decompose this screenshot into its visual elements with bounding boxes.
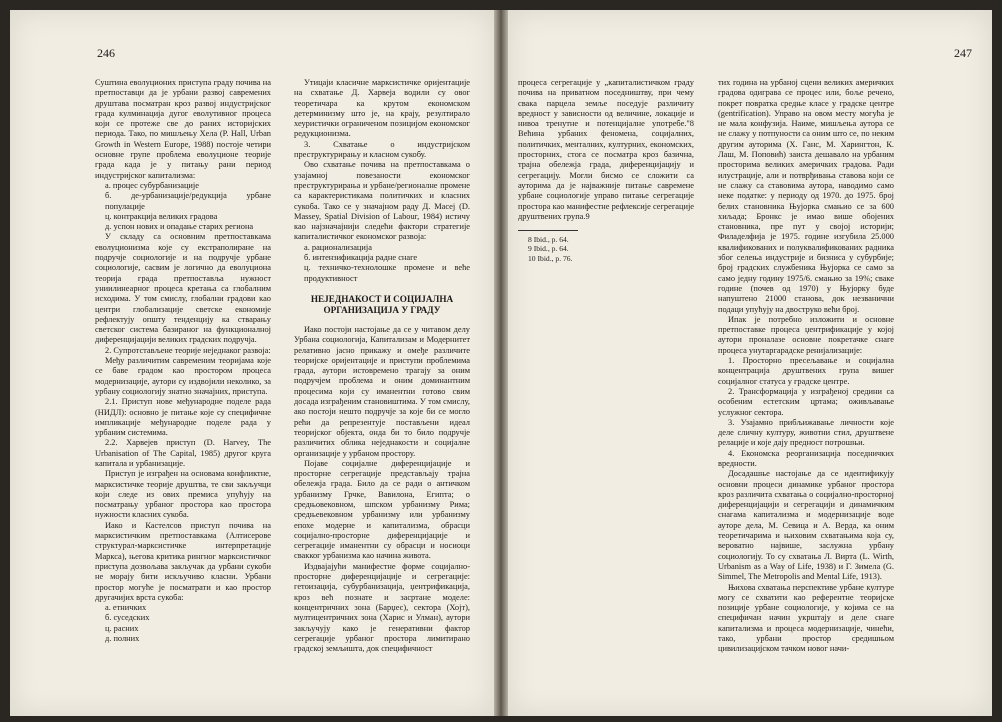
paragraph: Утицаји класичне марксистичке оријентације на схватање Д. Харвеја водили су овог теоретичара ка крутом економском детерминизму што је, на крају, резултирало хеуристички ограниченом позицијом економског редукционизма. [294,78,470,139]
paragraph: Досадашње настојање да се идентификују основни процеси динамике урбаног простора кроз различита схватања о социјално-просторној диференцијацији и сегрегацији и динамичким снагама капитализма и модернизације воде ауторе дела, М. Севица и А. Верда, ка оним теоретичарима и њиховим схватањима која су, вероватно највише, заслужна урбану социологију. То су схватања Л. Вирта (L. Wirth, Urbanism as a Way of Life, 1938) и Г. Зимела (G. Simmel, The Metropolis and Mental Life, 1913). [718,469,894,582]
paragraph: У складу са основним претпоставкама еволуционизма које су екстраполиране на подручје социологије и на подручје урбане социологије, сасвим је логично да еволуциона теорија града претпоставља нужност униилинеарног процеса кретања са глобалним исходима. У том смислу, глобални градови као центри глобализације светске економије рефлектују општу тенденцију ка стварању светског система базираног на функционалној диференцијацији великих градских подручја. [95,232,271,345]
paragraph: 2. Трансформација у изграђеној средини са особеним естетским цртама; оживљавање услужног сектора. [718,386,894,417]
list-item: ц. контракција великих градова [105,211,218,221]
paragraph: 4. Економска реорганизација поседничких вредности. [718,448,894,468]
paragraph: Приступ је изграђен на основама конфликтне, марксистичке теорије друштва, те сви закључци који следе из ових премиса упућују на посматрању урбаног простора као простора нужности класних сукоба. [95,469,271,520]
list-item: д. полних [105,634,140,644]
list-item: б. суседских [105,613,150,623]
page-number: 246 [97,46,115,60]
paragraph: 1. Просторно пресељавање и социјална концентрација друштвених група вишег социјалног статуса у градске центре. [718,356,894,386]
book-gutter [494,10,508,716]
section-heading: НЕЈЕДНАКОСТ И СОЦИЈАЛНА ОРГАНИЗАЦИЈА У ГРАДУ [310,293,454,316]
list-item: б. де-урбанизације/редукција урбане популације [105,191,271,211]
list-item: ц. техничко-технолошке промене и веће продуктивност [304,263,470,283]
paragraph: Међу различитим савременим теоријама које се баве градом као простором процеса модернизације, аутори су издвојили неколико, за урбану социологију знатно значајних, приступа. [95,356,271,396]
footnote: 8 Ibid., p. 64. [528,235,569,245]
footnote: 9 Ibid., p. 64. [528,244,569,254]
paragraph: Издвајајући манифестне форме социјално-просторне диференцијације и сегрегације: гетоизација, субурбанизација, џентрификација, кроз већ познате и засртане моделе: концентричних зона (Барџес), сектора (Хојт), мултицентричних зона (Харис и Улман), аутори закључују како је генеративни фактор сегрегације урбаног простора лимитирано градској земљишта, док специфичност [294,561,470,654]
paragraph: процеса сегрегације у „капиталистичком граду почива на приватном поседништву, при чему свака парцела земље поседује различиту вредност у зависности од величине, локације и нивоа тренутне и потенцијалне употребе."8 Већина урбаних феномена, социјалних, политичких, менталних, културних, економских, просторних, стога се посматра кроз базична, трајна обележја града, диференцијацију и сегрегацију. Могли бисмо се сложити са ауторима да је најважније питање савремене урбане социологије управо питање сегрегације простора као манифестне рефлексије сегрегације друштвених група.9 [518,78,694,221]
list-item: д. успон нових и опадање старих региона [105,222,254,232]
paragraph: Појаве социјалне диференцијације и просторне сегрегације представљају трајна обележја града. Било да се ради о античком урбанизму Грчке, Вавилона, Египта; о средњовековном, шпском урбанизму Рима; средњевековном урбанизму или урбанизму епохе модерне и капитализма, обрасци социјално-просторне диференцијације и сегрегације иманентни су обрасци и носиоци свакког урбанизма као начина живота. [294,458,470,561]
list-item: а. етничких [105,603,147,613]
paragraph: Суштина еволуционих приступа граду почива на претпоставци да је урбани развој савремених друштава посматран кроз развој индустријског града кулминација дугог еволутивног процеса који се протеже све до раних историјских периода. Тако, по мишљењу Хела (P. Hall, Urban Growth in Western Europe, 1988) постоје четири основне групе проблема еволуционе теорије града када је у питању рани период индустријског капитализма: [95,78,271,180]
right-page-column-2 [718,78,894,698]
left-page-column-1 [95,78,271,698]
list-item: а. процес субурбанизације [105,180,199,190]
left-page [10,10,494,716]
paragraph: 2.1. Приступ нове међународне поделе рада (НИДЛ): основно је питање које су специфичне импликације међународне поделе рада у урбаним системима. [95,397,271,438]
page-number: 247 [954,46,972,60]
paragraph: 3. Узајамно прибљижавање личности које деле сличну културу, животни стил, друштвене релације и које дају предност потрошњи. [718,417,894,448]
paragraph: 3. Схватање о индустријском преструктурирању и класном сукобу. [294,139,470,160]
paragraph: Иако и Кастелсов приступ почива на марксистичким претпоставкама (Алтисерове структурал-марксистичке интерпретације Маркса), његова критика рингног марксистичког приступа дозвољава закључак да урбани сукоби не морају бити искључиво класни. Урбани простор могуће је посматрати и као простор другачијих врста сукоба: [95,520,271,602]
paragraph: Иако постоји настојање да се у читавом делу Урбана социологија, Капитализам и Модернитет релативно јасно прикажу и омеђе различите теоријске оријентације и приступи проблемима града, аутори истовремено трагају за оним подручјем проблема и оним доминантним процесима који су иманентни готово свим досада изграђеним становиштима. У том смислу, ако постоји нешто подручје за које би се могло рећи да репрезентује постављени идеал теоријског објекта, онда би то било подручје различитих облика неједнакости и социјалне организације у урбаном простору. [294,324,470,458]
paragraph: Ипак је потребно изложити и основне претпоставке процеса џентрификације у којој аутори проналазе основне покретачке снаге процеса унутаргарадске ренијализације: [718,314,894,355]
right-page [508,10,992,716]
paragraph: Ово схватање почива на претпоставкама о узајамној повезаности економског преструктурирања и урбане/регионалне промене са карактеристикама политичких и класних сукоба. Тако се у значајном раду Д. Масеј (D. Massey, Spatial Division of Labour, 1984) истичу као најзначајнији следећи фактори стратегије капиталистичког економског развоја: [294,160,470,242]
list-item: б. интензификација радне снаге [304,253,418,263]
list-item: ц. расних [105,623,139,633]
left-page-column-2 [294,78,470,698]
paragraph: 2.2. Харвејев приступ (D. Harvey, The Urbanisation of The Capital, 1985) другог круга капитала и урбанизације. [95,438,271,468]
paragraph: Њихова схватања перспективе урбане културе могу се схватити као референтне теоријске позиције урбане социологије, у којима се на специфичан начин укрштају и деле снаге капитализма и процеса модернизације, чинећи, тако, урбани простор средишњом цивилизацијском тачком новог начи- [718,582,894,654]
paragraph: 2. Супротстављене теорије неједнаког развоја: [105,345,271,355]
paragraph: тих година на урбаној сцени великих америчких градова одиграва се процес или, боље речено, покрет повратка средње класе у градске центре (gentrification). Управо на овом месту могућа је не мала конфузија. Наиме, мишљења аутора се не слажу у потпуности са оним што се, по неким другим ауторима (Х. Ганс, М. Харингтон, К. Лаш, М. Поповић) заиста дешавало на урбаним просторима великих америчких градова. Ради илустрације, али и потврђивања ставова који се не слажу са ставовима аутора, наводимо само неке податке: у периоду од 1970. до 1975. број белих становника Њујорка смањио се за 600 хиљада; Бронкс је имао више обојених становника, пре пут у својој историји; Филаделфија је 1975. године изгубила 25.000 квалификованих и полуквалификованих радника због селења индустрије и бизниса у субурбије; број градских службеника Њујорка се само за само једну годину 1975/6. смањио за 19%; сваке године (почев од 1970) у Њујорку буде напуштено 21000 станова, док незванични подаци упућују на двоструко већи број. [718,78,894,314]
list-item: а. рационализација [304,242,372,252]
footnote-rule [518,230,578,231]
right-page-column-1 [518,78,694,698]
footnote: 10 Ibid., p. 76. [528,253,573,263]
